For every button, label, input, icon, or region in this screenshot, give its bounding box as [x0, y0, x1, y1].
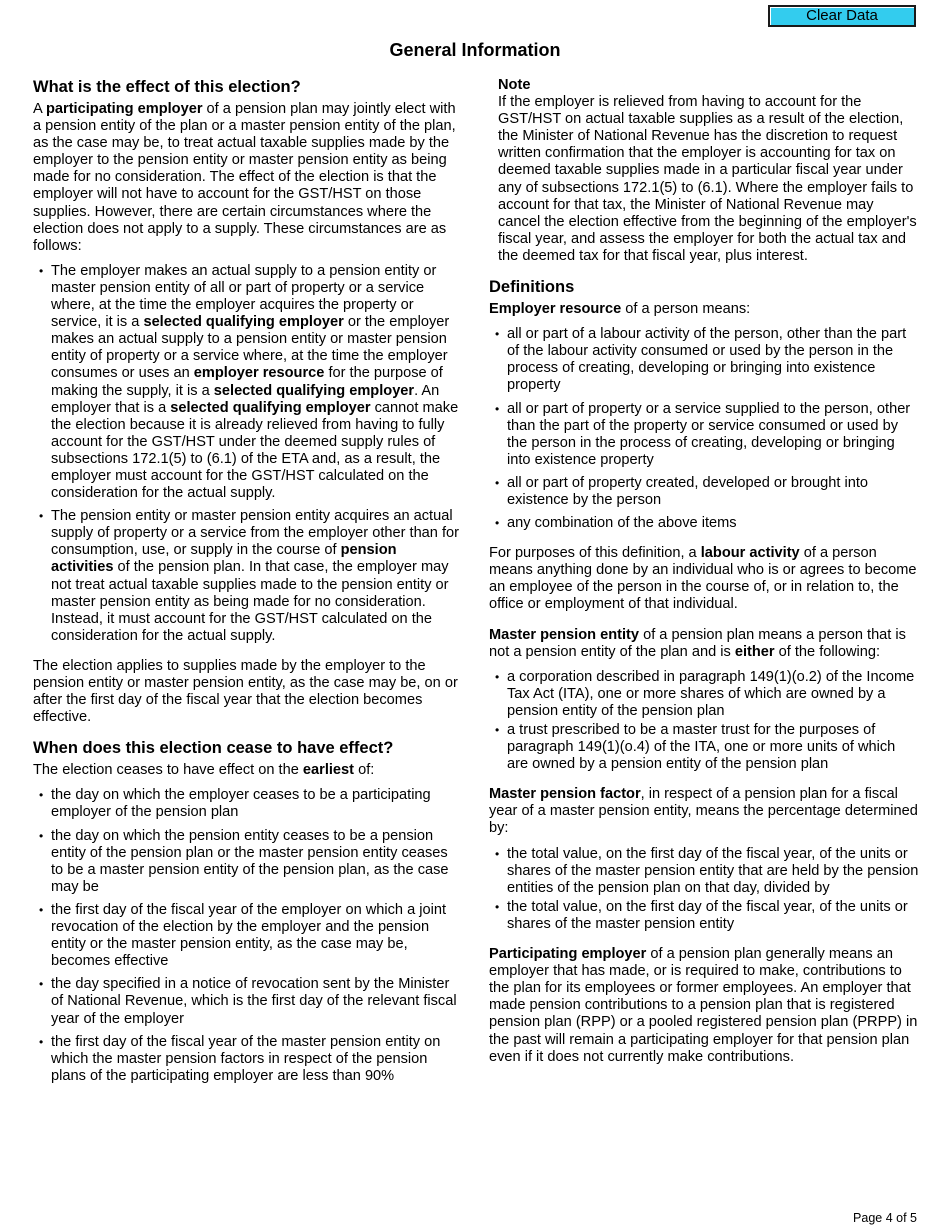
- master-pension-factor-list: [489, 846, 919, 933]
- list-item: • the day specified in a notice of revocation sent by the Minister of National Revenue, which is the first day of the relevant fiscal year of the employer: [33, 976, 461, 1027]
- list-item: • the first day of the fiscal year of the master pension entity on which the master pension factors in respect of the pension plans of the participating employer are less than 90%: [33, 1034, 461, 1085]
- master-pension-entity-definition: Master pension entity of a pension plan means a person that is not a pension entity of the plan and is either of the following:: [489, 626, 906, 660]
- left-column: [33, 77, 461, 1091]
- cease-intro: The election ceases to have effect on the earliest of:: [33, 762, 375, 779]
- applies-paragraph: The election applies to supplies made by the employer to the pension entity or master pension entity, as the case may be, on or after the first day of the fiscal year that the election becomes effective.: [33, 657, 458, 726]
- list-item: • all or part of property or a service supplied to the person, other than the part of the property or service consumed or used by the person in the process of creating, developing or bringing into existence property: [489, 401, 919, 469]
- cease-heading: When does this election cease to have effect?: [33, 739, 394, 758]
- list-item: • the day on which the pension entity ceases to be a pension entity of the pension plan or the master pension entity ceases to be a master pension entity of the pension plan, as the case may be: [33, 828, 461, 896]
- effect-intro: A participating employer of a pension plan may jointly elect with a pension entity of the plan or a master pension entity of the plan, as the case may be, to treat actual taxable supplies made by the employer to the pension entity or master pension entity as being made for no consideration. The effect of the election is that the employer will not have to account for the GST/HST on those supplies. However, there are certain circumstances where the election does not apply to a supply. These circumstances are as follows:: [33, 101, 456, 254]
- cease-list: [33, 787, 461, 1085]
- participating-employer-definition: Participating employer of a pension plan generally means an employer that has made, or is required to make, contributions to the plan for its employees or former employees. An employer that made pension contributions to a pension plan that is registered pension plan (RPP) or a pooled registered pension plan (PRPP) in the past will remain a participating employer for that pension plan even if it does not currently make contributions.: [489, 946, 918, 1065]
- list-item: • all or part of property created, developed or brought into existence by the person: [489, 475, 919, 509]
- exception-list: [33, 263, 461, 645]
- list-item: • a corporation described in paragraph 149(1)(o.2) of the Income Tax Act (ITA), one or more shares of which are owned by a pension entity of the pension plan: [489, 669, 919, 720]
- list-item: • a trust prescribed to be a master trust for the purposes of paragraph 149(1)(o.4) of the ITA, one or more units of which are owned by a pension entity of the pension plan: [489, 722, 919, 773]
- note-text: If the employer is relieved from having to account for the GST/HST on actual taxable supplies as a result of the election, the Minister of National Revenue has the discretion to request written confirmation that the employer is accounting for tax on deemed taxable supplies made in a particular fiscal year under any of subsections 172.1(5) to (6.1). Where the employer fails to account for that tax, the Minister of National Revenue may cancel the election effective from the beginning of the employer's fiscal year, and assess the employer for both the actual tax and the deemed tax for that fiscal year, plus interest.: [498, 94, 917, 264]
- master-pension-factor-definition: Master pension factor, in respect of a pension plan for a fiscal year of a master pension entity, means the percentage determined by:: [489, 786, 918, 837]
- list-item: • all or part of a labour activity of the person, other than the part of the labour activity consumed or used by the person in the process of creating, developing or bringing into existence property: [489, 326, 919, 394]
- page-number: Page 4 of 5: [853, 1211, 917, 1225]
- list-item: • the total value, on the first day of the fiscal year, of the units or shares of the master pension entity that are held by the pension entities of the pension plan on that day, divided by: [489, 846, 919, 897]
- employer-resource-definition: Employer resource of a person means:: [489, 301, 751, 318]
- note-box: [489, 77, 919, 265]
- page-title: General Information: [389, 40, 561, 60]
- list-item: • The pension entity or master pension entity acquires an actual supply of property or a service from the employer other than for consumption, use, or supply in the course of pension activities of the pension plan. In that case, the employer may not treat actual taxable supplies made to the pension entity or master pension entity as being made for no consideration. Instead, it must account for the GST/HST calculated on the consideration for the actual supply.: [33, 508, 461, 645]
- master-pension-entity-list: [489, 669, 919, 774]
- effect-heading: What is the effect of this election?: [33, 78, 301, 96]
- clear-data-button[interactable]: Clear Data: [768, 5, 916, 27]
- list-item: • the day on which the employer ceases to be a participating employer of the pension plan: [33, 787, 461, 821]
- list-item: • any combination of the above items: [489, 515, 919, 532]
- list-item: • the total value, on the first day of the fiscal year, of the units or shares of the master pension entity: [489, 899, 919, 933]
- list-item: • the first day of the fiscal year of the employer on which a joint revocation of the election by the employer and the pension entity or the master pension entity, as the case may be, becomes effective: [33, 902, 461, 970]
- employer-resource-list: [489, 326, 919, 532]
- labour-activity-definition: For purposes of this definition, a labour activity of a person means anything done by an individual who is or agrees to become an employee of the person in the course of, or in relation to, the office or employment of that individual.: [489, 545, 917, 613]
- note-heading: Note: [498, 77, 531, 93]
- definitions-heading: Definitions: [489, 278, 575, 297]
- right-column: [489, 77, 919, 1066]
- list-item: • The employer makes an actual supply to a pension entity or master pension entity of all or part of property or a service where, at the time the employer acquires the property or service, it is a selected qualifying employer or the employer makes an actual supply to a pension entity or master pension entity of property or a service where, at the time the employer consumes or uses an employer resource for the purpose of making the supply, it is a selected qualifying employer. An employer that is a selected qualifying employer cannot make the election because it is already relieved from having to fully account for the GST/HST under the deemed supply rules of subsections 172.1(5) to (6.1) of the ETA and, as a result, the employer must account for the GST/HST calculated on the consideration for the actual supply.: [33, 263, 461, 502]
